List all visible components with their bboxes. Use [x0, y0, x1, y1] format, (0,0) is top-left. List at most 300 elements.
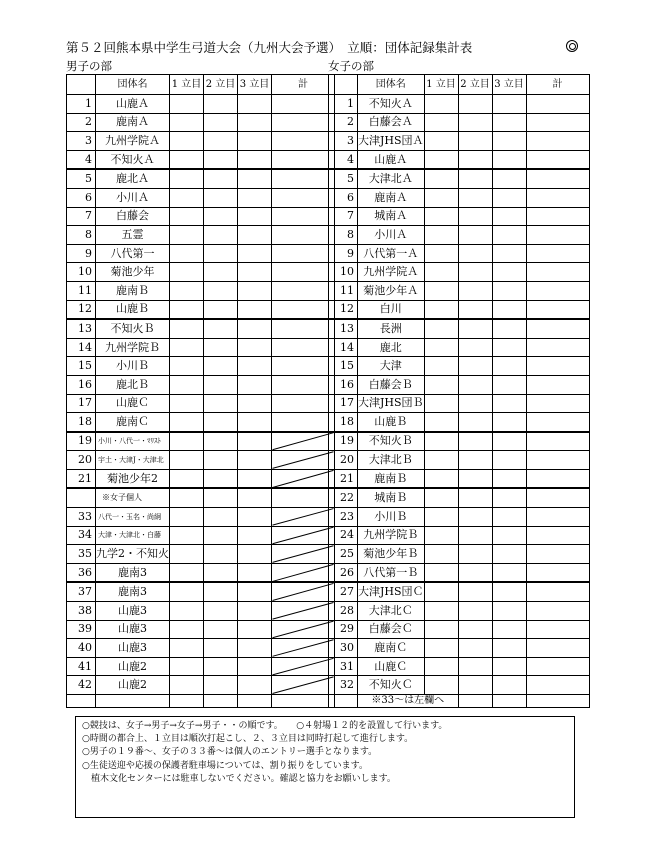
table-row [329, 394, 590, 413]
score-cell [492, 281, 526, 300]
score-cell [424, 300, 458, 319]
team-number: 26 [329, 563, 358, 582]
score-cell [526, 95, 589, 114]
score-cell [458, 113, 492, 132]
team-number: 23 [329, 508, 358, 527]
team-number: 31 [329, 657, 358, 676]
team-number: 12 [329, 300, 358, 319]
team-number: 4 [329, 150, 358, 169]
score-cell [272, 488, 335, 507]
score-cell [492, 244, 526, 263]
table-row [67, 620, 335, 639]
blank-cell [492, 695, 526, 708]
score-cell [492, 526, 526, 545]
score-cell [204, 413, 238, 432]
team-name: 鹿北Ｂ [96, 375, 170, 394]
score-cell [526, 582, 589, 601]
column-header [329, 75, 358, 95]
table-row [329, 413, 590, 432]
team-name: 小川・八代一・ﾏﾘｽﾄ [96, 432, 170, 451]
score-cell [526, 132, 589, 151]
score-cell [424, 169, 458, 188]
score-cell [238, 95, 272, 114]
score-cell [204, 207, 238, 226]
score-cell [526, 508, 589, 527]
score-cell [492, 582, 526, 601]
score-cell [492, 375, 526, 394]
score-cell [526, 602, 589, 621]
score-cell [458, 639, 492, 658]
score-cell [170, 432, 204, 451]
boys-section-label: 男子の部 [66, 59, 112, 73]
score-cell [526, 676, 589, 695]
team-name: 城南Ｂ [358, 488, 425, 507]
team-number: 5 [329, 169, 358, 188]
table-row [67, 95, 335, 114]
score-cell [458, 488, 492, 507]
team-name: 小川Ａ [358, 226, 425, 245]
team-number: 13 [67, 319, 96, 338]
score-cell [272, 469, 335, 488]
table-row [329, 226, 590, 245]
team-name: 大津北Ａ [358, 169, 425, 188]
score-cell [204, 394, 238, 413]
team-number: 9 [67, 244, 96, 263]
score-cell [424, 676, 458, 695]
score-cell [170, 207, 204, 226]
score-cell [238, 132, 272, 151]
table-row [67, 602, 335, 621]
score-cell [424, 545, 458, 564]
note-line: ○時間の都合上、１立目は順次打起こし、２、３立目は同時打起して進行します。 [82, 734, 414, 745]
team-name: 不知火Ｂ [358, 432, 425, 451]
table-row [329, 244, 590, 263]
score-cell [492, 95, 526, 114]
score-cell [238, 602, 272, 621]
column-header: 3 立目 [492, 75, 526, 95]
team-number: 14 [329, 338, 358, 357]
team-name: 鹿南Ａ [96, 113, 170, 132]
table-row [329, 375, 590, 394]
score-cell [272, 95, 335, 114]
team-name: 鹿北Ａ [96, 169, 170, 188]
score-cell [204, 188, 238, 207]
score-cell [238, 188, 272, 207]
team-name: 鹿南Ｂ [358, 469, 425, 488]
team-number: 7 [67, 207, 96, 226]
blank-cell [238, 695, 272, 708]
score-cell [272, 413, 335, 432]
score-cell [526, 338, 589, 357]
team-number: 30 [329, 639, 358, 658]
table-row [67, 563, 335, 582]
score-cell [492, 488, 526, 507]
team-number: 3 [329, 132, 358, 151]
score-cell [238, 300, 272, 319]
score-cell [238, 657, 272, 676]
team-name: 山鹿3 [96, 620, 170, 639]
score-cell [424, 620, 458, 639]
team-number: 36 [67, 563, 96, 582]
score-cell [170, 451, 204, 470]
score-cell [204, 150, 238, 169]
team-name: 大津 [358, 357, 425, 376]
team-number: 18 [67, 413, 96, 432]
score-cell [272, 657, 335, 676]
score-cell [170, 150, 204, 169]
team-name: 菊池少年2 [96, 469, 170, 488]
team-name: 山鹿Ｂ [96, 300, 170, 319]
table-row [329, 488, 590, 507]
score-cell [458, 263, 492, 282]
score-cell [272, 300, 335, 319]
score-cell [424, 281, 458, 300]
score-cell [238, 357, 272, 376]
score-cell [424, 451, 458, 470]
score-cell [272, 169, 335, 188]
table-row [67, 394, 335, 413]
score-cell [492, 300, 526, 319]
score-cell [526, 300, 589, 319]
column-header [67, 75, 96, 95]
score-cell [526, 432, 589, 451]
score-cell [204, 451, 238, 470]
score-cell [492, 432, 526, 451]
team-name: 八代第一Ａ [358, 244, 425, 263]
table-row [67, 188, 335, 207]
score-cell [424, 188, 458, 207]
score-cell [526, 620, 589, 639]
score-cell [272, 508, 335, 527]
score-cell [238, 244, 272, 263]
score-cell [458, 357, 492, 376]
score-cell [526, 657, 589, 676]
table-row [67, 300, 335, 319]
team-name: 大津北Ｃ [358, 602, 425, 621]
score-cell [424, 657, 458, 676]
team-name: 大津JHS団Ｂ [358, 394, 425, 413]
team-name: 不知火Ｃ [358, 676, 425, 695]
team-number: 38 [67, 602, 96, 621]
score-cell [424, 582, 458, 601]
score-cell [526, 545, 589, 564]
team-number: 6 [67, 188, 96, 207]
score-cell [458, 244, 492, 263]
note-line: 植木文化センターには駐車しないでください。確認と協力をお願いします。 [82, 773, 396, 784]
table-row [329, 169, 590, 188]
score-cell [204, 132, 238, 151]
score-cell [170, 469, 204, 488]
footer-row [329, 695, 590, 708]
team-name: 大津JHS団Ａ [358, 132, 425, 151]
score-cell [170, 263, 204, 282]
table-row [329, 263, 590, 282]
page-title: 第５２回熊本県中学生弓道大会（九州大会予選） 立順：団体記録集計表 [66, 40, 473, 55]
score-cell [170, 113, 204, 132]
team-name: 白藤会 [96, 207, 170, 226]
score-cell [272, 207, 335, 226]
table-row [67, 113, 335, 132]
score-cell [526, 639, 589, 658]
score-cell [492, 338, 526, 357]
score-cell [458, 582, 492, 601]
score-cell [170, 281, 204, 300]
score-cell [170, 338, 204, 357]
score-cell [238, 620, 272, 639]
team-number: 10 [67, 263, 96, 282]
score-cell [458, 394, 492, 413]
table-row [329, 508, 590, 527]
score-cell [424, 602, 458, 621]
score-cell [492, 357, 526, 376]
score-cell [458, 413, 492, 432]
team-name: 不知火Ａ [96, 150, 170, 169]
score-cell [458, 169, 492, 188]
score-cell [170, 169, 204, 188]
score-cell [492, 545, 526, 564]
team-number: 11 [67, 281, 96, 300]
table-row [329, 150, 590, 169]
score-cell [170, 545, 204, 564]
score-cell [238, 375, 272, 394]
team-number: 17 [329, 394, 358, 413]
team-name: 大津JHS団Ｃ [358, 582, 425, 601]
score-cell [170, 676, 204, 695]
score-cell [424, 113, 458, 132]
team-name: 白藤会Ａ [358, 113, 425, 132]
score-cell [492, 319, 526, 338]
score-cell [424, 357, 458, 376]
score-cell [170, 526, 204, 545]
table-row [329, 451, 590, 470]
team-number: 20 [67, 451, 96, 470]
score-cell [272, 113, 335, 132]
score-cell [272, 563, 335, 582]
girls-table [328, 74, 590, 708]
score-cell [170, 394, 204, 413]
score-cell [458, 508, 492, 527]
score-cell [526, 526, 589, 545]
score-cell [204, 375, 238, 394]
score-cell [238, 207, 272, 226]
score-cell [526, 469, 589, 488]
team-number: 13 [329, 319, 358, 338]
team-number: 25 [329, 545, 358, 564]
score-cell [204, 545, 238, 564]
score-cell [204, 244, 238, 263]
score-cell [526, 263, 589, 282]
score-cell [204, 113, 238, 132]
table-row [67, 150, 335, 169]
table-row [329, 95, 590, 114]
team-number: 32 [329, 676, 358, 695]
score-cell [204, 319, 238, 338]
score-cell [272, 639, 335, 658]
score-cell [272, 676, 335, 695]
table-row [329, 338, 590, 357]
column-header: 2 立目 [204, 75, 238, 95]
score-cell [170, 639, 204, 658]
score-cell [458, 188, 492, 207]
table-row [67, 526, 335, 545]
score-cell [492, 469, 526, 488]
score-cell [204, 263, 238, 282]
team-name: 城南Ａ [358, 207, 425, 226]
score-cell [458, 657, 492, 676]
table-row [329, 281, 590, 300]
column-header: 1 立目 [424, 75, 458, 95]
blank-cell [204, 695, 238, 708]
note-line: ○競技は、女子→男子→女子→男子・・の順です。 ○４射場１２的を設置して行います。 [82, 721, 448, 731]
score-cell [458, 469, 492, 488]
column-header: 団体名 [358, 75, 425, 95]
score-cell [170, 319, 204, 338]
score-cell [458, 563, 492, 582]
girls-section-label: 女子の部 [328, 59, 374, 73]
score-cell [492, 263, 526, 282]
score-cell [424, 207, 458, 226]
score-cell [526, 207, 589, 226]
score-cell [272, 526, 335, 545]
team-number: 5 [67, 169, 96, 188]
score-cell [526, 319, 589, 338]
team-number: 39 [67, 620, 96, 639]
team-number: 18 [329, 413, 358, 432]
team-name: 八代第一Ｂ [358, 563, 425, 582]
score-cell [238, 563, 272, 582]
team-number: 27 [329, 582, 358, 601]
team-number: 16 [67, 375, 96, 394]
score-cell [424, 226, 458, 245]
note-line: ○男子の１９番～、女子の３３番～は個人のエントリー選手となります。 [82, 747, 378, 758]
table-row [329, 188, 590, 207]
team-number: 1 [67, 95, 96, 114]
score-cell [458, 207, 492, 226]
score-cell [272, 263, 335, 282]
table-row [329, 676, 590, 695]
score-cell [458, 338, 492, 357]
score-cell [526, 281, 589, 300]
team-number: 2 [329, 113, 358, 132]
team-name: 山鹿2 [96, 657, 170, 676]
score-cell [526, 113, 589, 132]
score-cell [492, 620, 526, 639]
score-cell [204, 620, 238, 639]
table-row [67, 319, 335, 338]
team-number: 21 [67, 469, 96, 488]
table-row [67, 545, 335, 564]
score-cell [170, 582, 204, 601]
table-row [329, 132, 590, 151]
team-name: 九州学院Ａ [96, 132, 170, 151]
team-number: 21 [329, 469, 358, 488]
team-name: 小川Ｂ [96, 357, 170, 376]
score-cell [170, 413, 204, 432]
score-cell [492, 563, 526, 582]
table-row [67, 132, 335, 151]
score-cell [424, 150, 458, 169]
score-cell [170, 563, 204, 582]
team-number: 19 [329, 432, 358, 451]
score-cell [204, 169, 238, 188]
score-cell [170, 188, 204, 207]
score-cell [492, 132, 526, 151]
table-row [329, 113, 590, 132]
score-cell [238, 582, 272, 601]
team-number: 42 [67, 676, 96, 695]
team-number: 12 [67, 300, 96, 319]
table-row [67, 469, 335, 488]
team-name: 山鹿3 [96, 639, 170, 658]
team-name: 宇土・大津J・大津北 [96, 451, 170, 470]
table-row [329, 526, 590, 545]
score-cell [204, 676, 238, 695]
score-cell [492, 169, 526, 188]
score-cell [238, 413, 272, 432]
team-number: 8 [67, 226, 96, 245]
table-row [329, 602, 590, 621]
score-cell [424, 375, 458, 394]
score-cell [238, 676, 272, 695]
score-cell [526, 226, 589, 245]
table-row [329, 582, 590, 601]
score-cell [458, 432, 492, 451]
score-cell [424, 469, 458, 488]
table-row [67, 451, 335, 470]
score-cell [204, 281, 238, 300]
team-number: 33 [67, 508, 96, 527]
column-header: 1 立目 [170, 75, 204, 95]
score-cell [424, 132, 458, 151]
team-name: 鹿南Ｃ [358, 639, 425, 658]
score-cell [238, 263, 272, 282]
score-cell [424, 508, 458, 527]
team-number: 29 [329, 620, 358, 639]
score-cell [424, 319, 458, 338]
team-number: 15 [67, 357, 96, 376]
score-cell [526, 375, 589, 394]
circle-mark-icon [566, 40, 578, 52]
score-cell [170, 602, 204, 621]
score-cell [526, 169, 589, 188]
table-row [329, 319, 590, 338]
team-number: 24 [329, 526, 358, 545]
score-cell [170, 244, 204, 263]
team-name: 山鹿Ｃ [96, 394, 170, 413]
team-number: 22 [329, 488, 358, 507]
team-name: 山鹿Ｂ [358, 413, 425, 432]
team-name: 山鹿Ｃ [358, 657, 425, 676]
continuation-note: ※33～は左欄へ [358, 695, 459, 708]
table-row [67, 508, 335, 527]
score-cell [238, 113, 272, 132]
blank-cell [458, 695, 492, 708]
notes-box [75, 716, 575, 818]
footer-row [67, 695, 335, 708]
score-cell [272, 582, 335, 601]
team-name: 山鹿3 [96, 602, 170, 621]
score-cell [458, 281, 492, 300]
score-cell [492, 113, 526, 132]
team-name: 九州学院Ｂ [96, 338, 170, 357]
score-cell [458, 375, 492, 394]
team-name: 白藤会Ｂ [358, 375, 425, 394]
score-cell [458, 676, 492, 695]
score-cell [204, 526, 238, 545]
team-number: 11 [329, 281, 358, 300]
score-cell [204, 582, 238, 601]
team-name: 不知火Ｂ [96, 319, 170, 338]
